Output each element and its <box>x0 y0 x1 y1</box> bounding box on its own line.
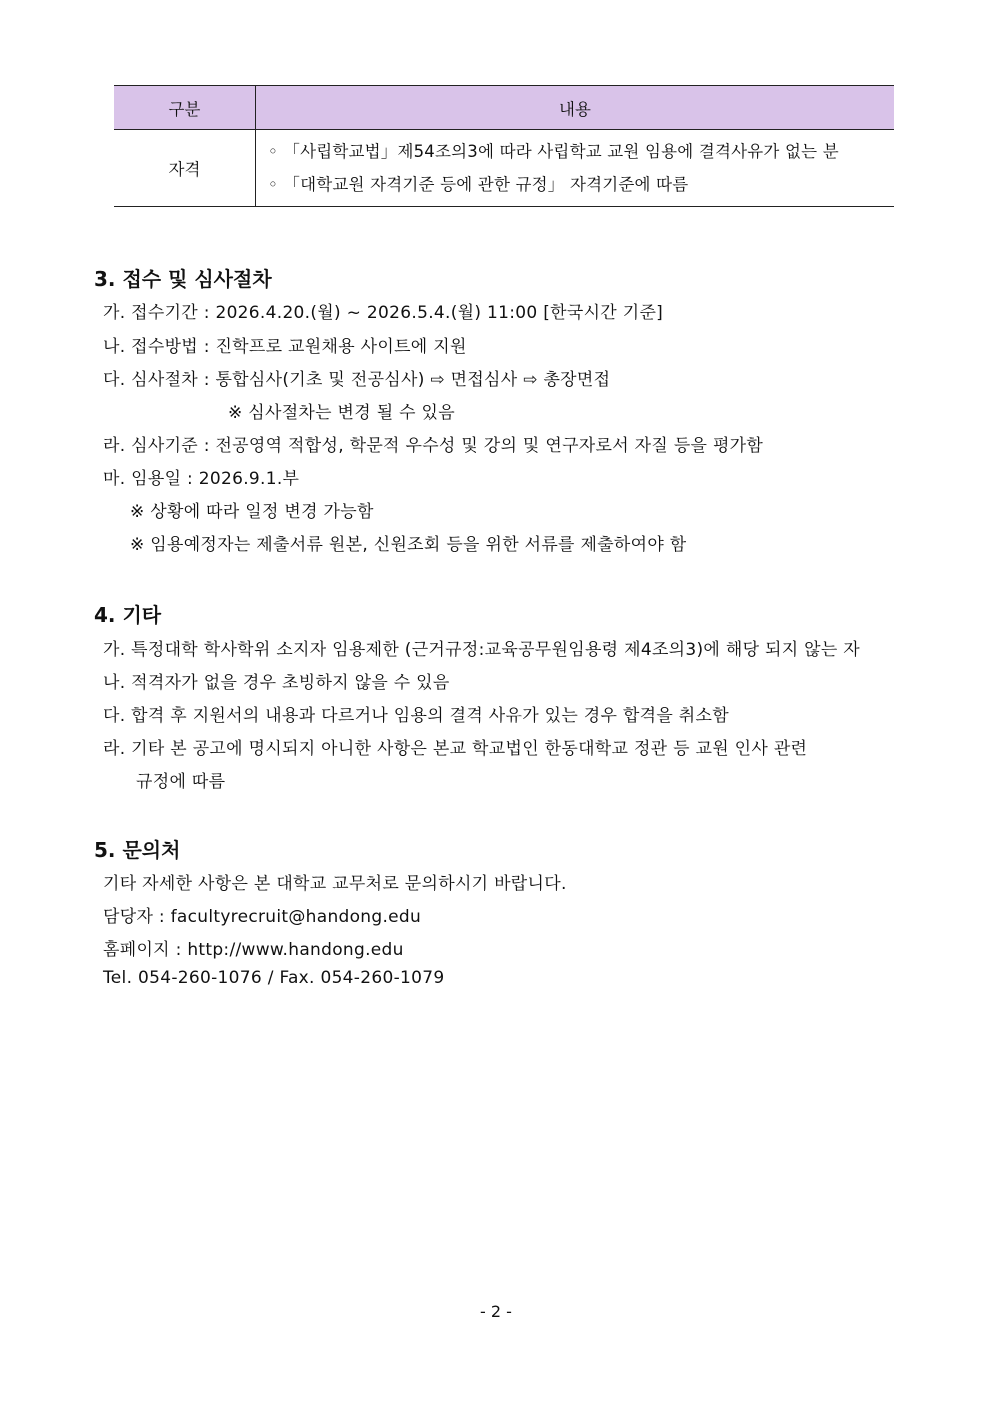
table-row-label: 자격 <box>114 130 256 207</box>
section-4-item-da: 다. 합격 후 지원서의 내용과 다르거나 임용의 결격 사유가 있는 경우 합격을 취소함 <box>103 706 729 726</box>
section-3-item-ga: 가. 접수기간 : 2026.4.20.(월) ~ 2026.5.4.(월) 11:00 [한국시간 기준] <box>103 303 664 323</box>
qualification-table <box>114 85 894 207</box>
table-header-category: 구분 <box>114 86 256 130</box>
section-4-item-ra-continued: 규정에 따름 <box>136 772 226 792</box>
qualification-item: ◦ 「대학교원 자격기준 등에 관한 규정」 자격기준에 따름 <box>268 175 689 194</box>
section-4-item-ga: 가. 특정대학 학사학위 소지자 임용제한 (근거규정:교육공무원임용령 제4조의3)에 해당 되지 않는 자 <box>103 640 861 660</box>
qualification-item: ◦ 「사립학교법」제54조의3에 따라 사립학교 교원 임용에 결격사유가 없는 분 <box>268 142 839 161</box>
section-3-item-ra: 라. 심사기준 : 전공영역 적합성, 학문적 우수성 및 강의 및 연구자로서 자질 등을 평가함 <box>103 436 764 456</box>
table-row-content <box>256 130 895 207</box>
section-3-item-da: 다. 심사절차 : 통합심사(기초 및 전공심사) ⇨ 면접심사 ⇨ 총장면접 <box>103 370 611 390</box>
table-row <box>114 130 894 207</box>
section-3-title: 3. 접수 및 심사절차 <box>94 267 272 291</box>
contact-email: 담당자 : facultyrecruit@handong.edu <box>103 907 422 927</box>
section-3-item-na: 나. 접수방법 : 진학프로 교원채용 사이트에 지원 <box>103 337 467 357</box>
table-header-row <box>114 86 894 130</box>
section-5-intro: 기타 자세한 사항은 본 대학교 교무처로 문의하시기 바랍니다. <box>103 874 567 894</box>
section-3-item-ma: 마. 임용일 : 2026.9.1.부 <box>103 469 300 489</box>
page-number: - 2 - <box>480 1302 512 1321</box>
section-5-title: 5. 문의처 <box>94 838 181 862</box>
section-4-item-ra: 라. 기타 본 공고에 명시되지 아니한 사항은 본교 학교법인 한동대학교 정관 등 교원 인사 관련 <box>103 739 808 759</box>
homepage-url: 홈페이지 : http://www.handong.edu <box>103 940 404 960</box>
section-3-item-ma-note-2: ※ 임용예정자는 제출서류 원본, 신원조회 등을 위한 서류를 제출하여야 함 <box>130 535 687 555</box>
phone-fax: Tel. 054-260-1076 / Fax. 054-260-1079 <box>103 968 445 988</box>
section-4-item-na: 나. 적격자가 없을 경우 초빙하지 않을 수 있음 <box>103 673 450 693</box>
table-header-content: 내용 <box>256 86 895 130</box>
section-3-item-da-note: ※ 심사절차는 변경 될 수 있음 <box>228 403 456 423</box>
section-4-title: 4. 기타 <box>94 603 162 627</box>
section-3-item-ma-note-1: ※ 상황에 따라 일정 변경 가능함 <box>130 502 374 522</box>
